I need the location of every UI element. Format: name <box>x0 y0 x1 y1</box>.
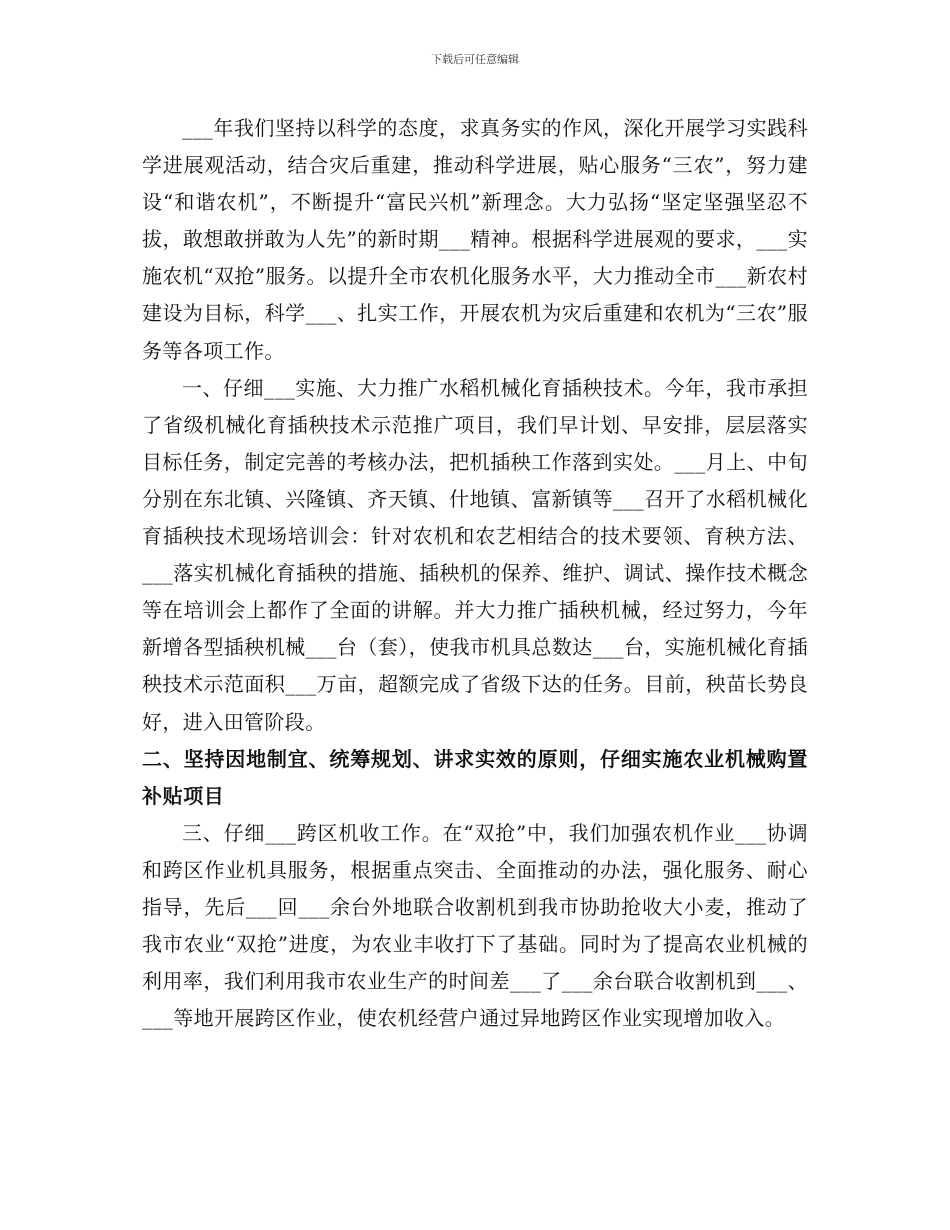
section-heading-2: 二、坚持因地制宜、统筹规划、讲求实效的原则，仔细实施农业机械购置补贴项目 <box>142 746 808 808</box>
document-body <box>142 110 808 1037</box>
paragraph-section-3: 三、仔细___跨区机收工作。在“双抢”中，我们加强农机作业___协调和跨区作业机具服务，根据重点突击、全面推动的办法，强化服务、耐心指导，先后___回___余台外地联合收割机到我市协助抢收大小麦，推动了我市农业“双抢”进度，为农业丰收打下了基础。同时为了提高农业机械的利用率，我们利用我市农业生产的时间差___了___余台联合收割机到___、___等地开展跨区作业，使农机经营户通过异地跨区作业实现增加收入。 <box>142 820 808 1031</box>
paragraph-intro: ___年我们坚持以科学的态度，求真务实的作风，深化开展学习实践科学进展观活动，结合灾后重建，推动科学进展，贴心服务“三农”，努力建设“和谐农机”，不断提升“富民兴机”新理念。大力弘扬“坚定坚强坚忍不拔，敢想敢拼敢为人先”的新时期___精神。根据科学进展观的要求，___实施农机“双抢”服务。以提升全市农机化服务水平，大力推动全市___新农村建设为目标，科学___、扎实工作，开展农机为灾后重建和农机为“三农”服务等各项工作。 <box>142 116 808 363</box>
paragraph-section-1: 一、仔细___实施、大力推广水稻机械化育插秧技术。今年，我市承担了省级机械化育插秧技术示范推广项目，我们早计划、早安排，层层落实目标任务，制定完善的考核办法，把机插秧工作落到实处。___月上、中旬分别在东北镇、兴隆镇、齐天镇、什地镇、富新镇等___召开了水稻机械化育插秧技术现场培训会：针对农机和农艺相结合的技术要领、育秧方法、___落实机械化育插秧的措施、插秧机的保养、维护、调试、操作技术概念等在培训会上都作了全面的讲解。并大力推广插秧机械，经过努力，今年新增各型插秧机械___台（套），使我市机具总数达___台，实施机械化育插秧技术示范面积___万亩，超额完成了省级下达的任务。目前，秧苗长势良好，进入田管阶段。 <box>142 375 808 734</box>
page-header: 下载后可任意编辑 <box>431 53 519 66</box>
